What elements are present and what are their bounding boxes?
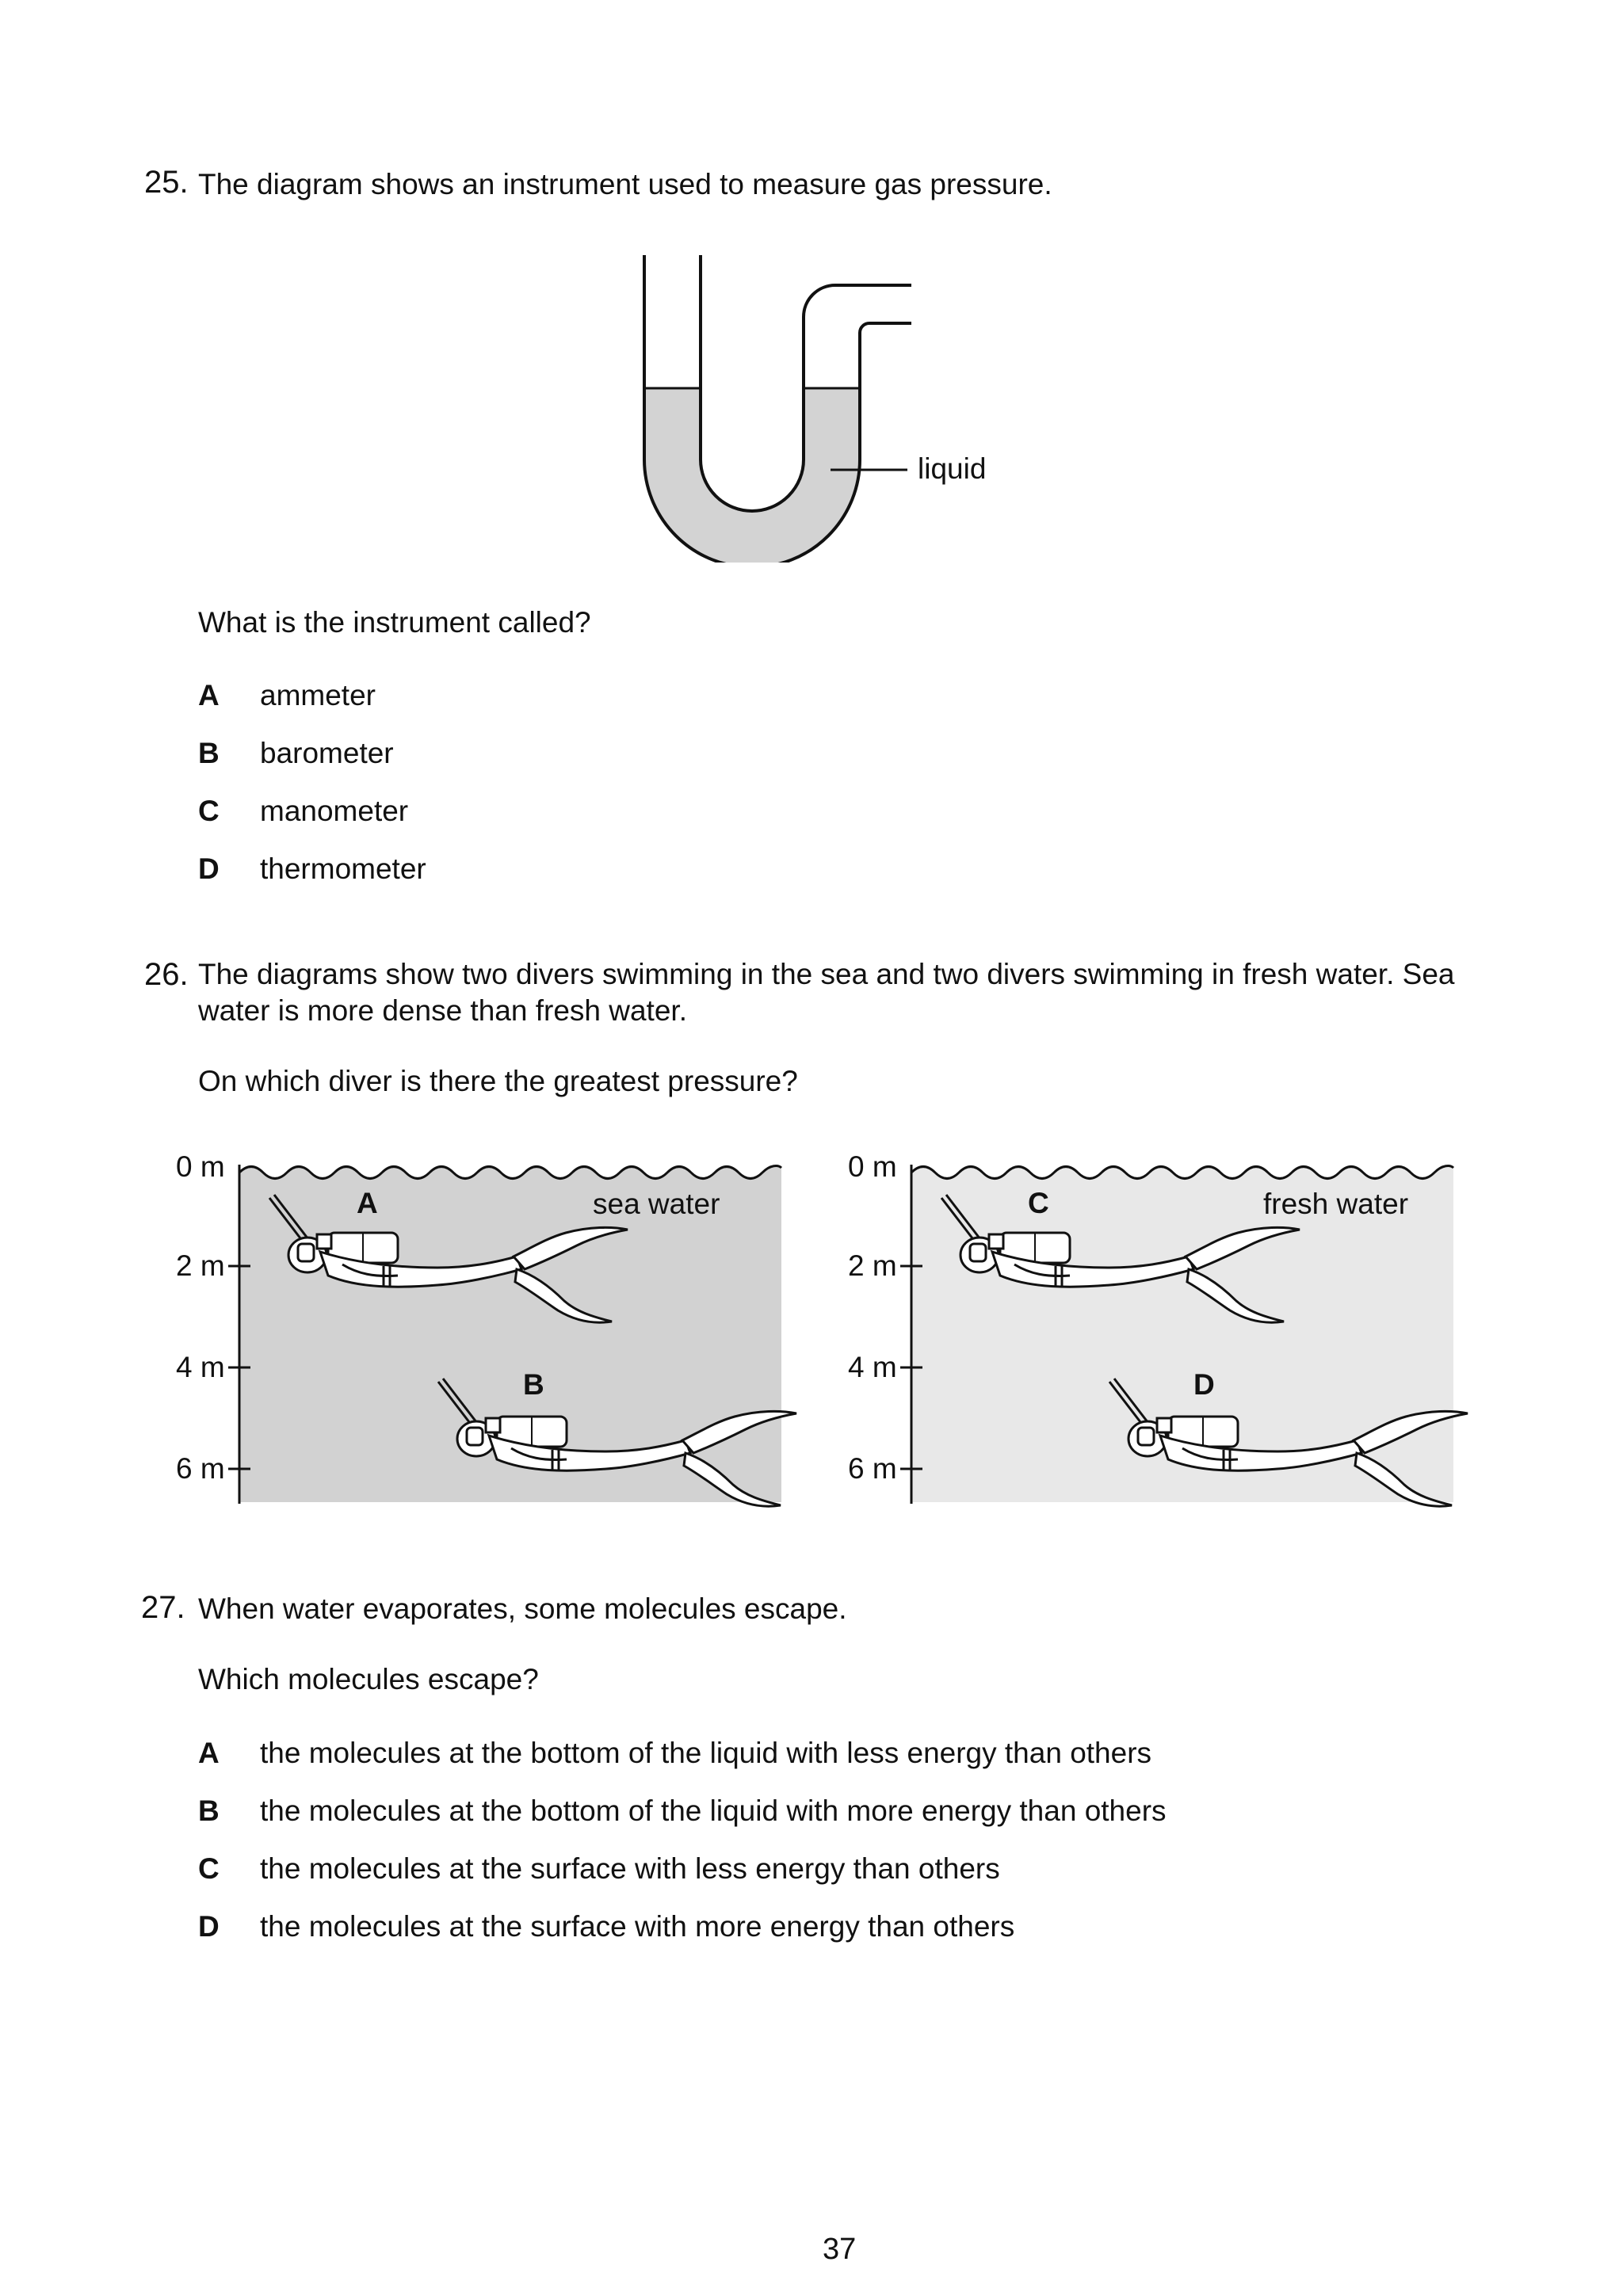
question-25-number: 25. bbox=[144, 165, 189, 200]
q27-option-a-letter: A bbox=[198, 1737, 220, 1769]
q27-option-c-text: the molecules at the surface with less energy than others bbox=[260, 1852, 1000, 1885]
q25-option-d-letter: D bbox=[198, 852, 220, 885]
q25-option-b-letter: B bbox=[198, 737, 220, 769]
question-25-prompt: What is the instrument called? bbox=[198, 606, 591, 639]
fresh-depth-2m: 2 m bbox=[848, 1249, 897, 1282]
fresh-water-label: fresh water bbox=[1263, 1188, 1409, 1220]
q25-option-a-letter: A bbox=[198, 679, 220, 711]
q27-option-b-letter: B bbox=[198, 1794, 220, 1827]
question-26-stem-line2: water is more dense than fresh water. bbox=[198, 994, 687, 1027]
q25-option-a-text: ammeter bbox=[260, 679, 376, 711]
q27-option-d-letter: D bbox=[198, 1910, 220, 1943]
question-26-stem-line1: The diagrams show two divers swimming in the sea and two divers swimming in fresh water. Sea bbox=[198, 958, 1455, 990]
diver-b-label: B bbox=[523, 1368, 544, 1401]
question-26-number: 26. bbox=[144, 957, 189, 992]
q25-option-c-letter: C bbox=[198, 795, 220, 827]
diver-d-label: D bbox=[1193, 1368, 1215, 1401]
sea-depth-6m: 6 m bbox=[176, 1452, 225, 1485]
sea-water-label: sea water bbox=[593, 1188, 720, 1220]
page-number: 37 bbox=[823, 2233, 857, 2266]
q27-option-c-letter: C bbox=[198, 1852, 220, 1885]
manometer-diagram bbox=[618, 246, 1030, 563]
q25-option-d-text: thermometer bbox=[260, 852, 426, 885]
question-27-number: 27. bbox=[141, 1590, 185, 1625]
sea-depth-0m: 0 m bbox=[176, 1150, 225, 1183]
liquid-label: liquid bbox=[918, 452, 987, 485]
q27-option-d-text: the molecules at the surface with more energy than others bbox=[260, 1910, 1015, 1943]
fresh-depth-4m: 4 m bbox=[848, 1351, 897, 1383]
q25-option-c-text: manometer bbox=[260, 795, 409, 827]
q25-option-b-text: barometer bbox=[260, 737, 394, 769]
question-26-prompt: On which diver is there the greatest pressure? bbox=[198, 1065, 798, 1097]
sea-depth-4m: 4 m bbox=[176, 1351, 225, 1383]
sea-depth-2m: 2 m bbox=[176, 1249, 225, 1282]
fresh-depth-6m: 6 m bbox=[848, 1452, 897, 1485]
question-27-prompt: Which molecules escape? bbox=[198, 1663, 539, 1695]
question-25-stem: The diagram shows an instrument used to measure gas pressure. bbox=[198, 168, 1052, 200]
fresh-depth-0m: 0 m bbox=[848, 1150, 897, 1183]
q27-option-b-text: the molecules at the bottom of the liquid with more energy than others bbox=[260, 1794, 1167, 1827]
question-27-stem: When water evaporates, some molecules escape. bbox=[198, 1592, 847, 1625]
diver-a-label: A bbox=[357, 1187, 378, 1219]
q27-option-a-text: the molecules at the bottom of the liquid with less energy than others bbox=[260, 1737, 1152, 1769]
diver-c-label: C bbox=[1028, 1187, 1049, 1219]
